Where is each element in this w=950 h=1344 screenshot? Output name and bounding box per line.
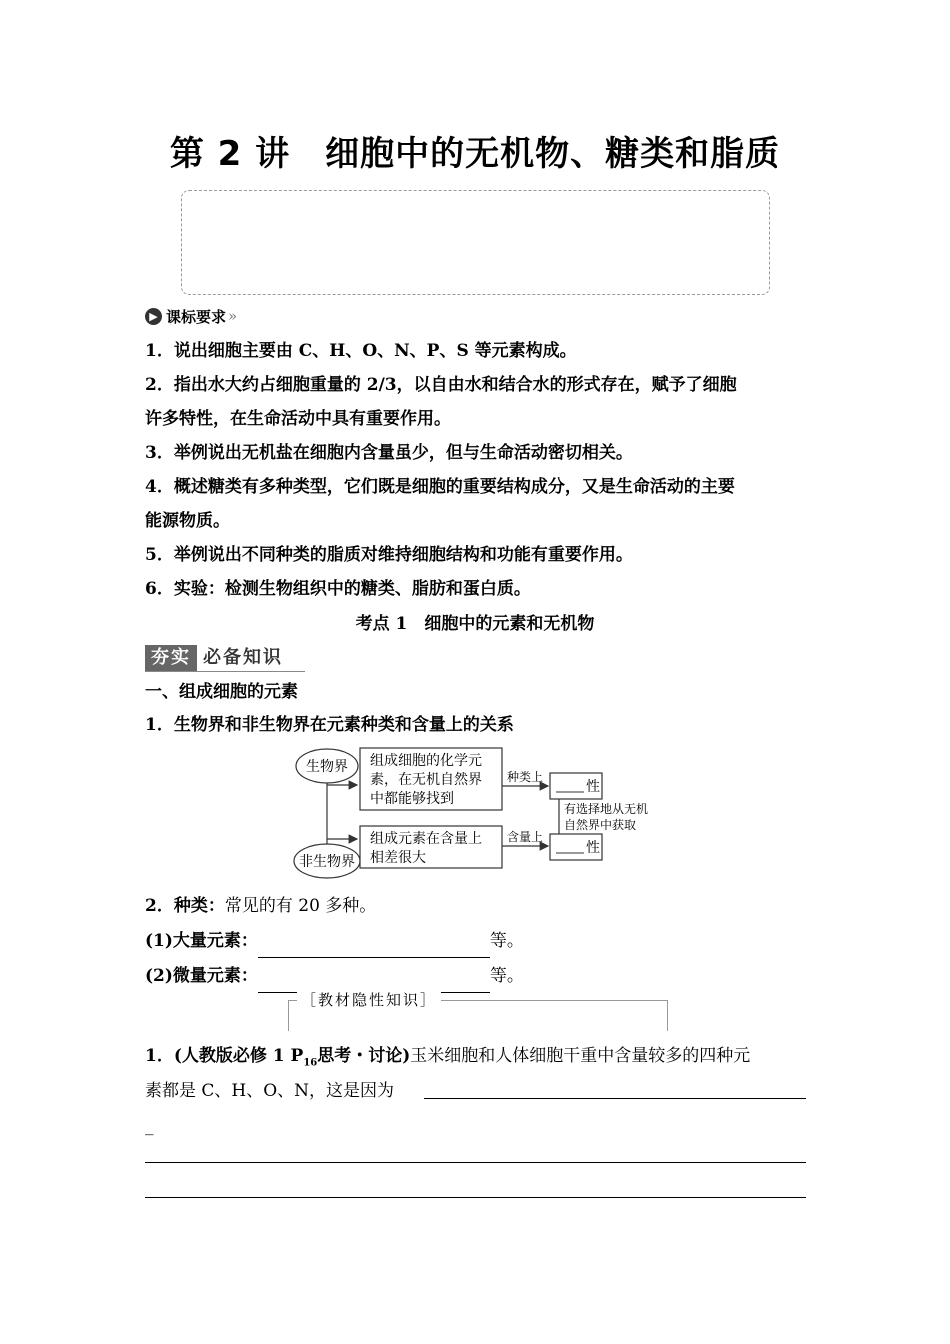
q1-text: 玉米细胞和人体细胞干重中含量较多的四种元 xyxy=(410,1046,751,1066)
requirement-2-cont: 许多特性，在生命活动中具有重要作用。 xyxy=(145,409,451,429)
tag-text: 必备知识 xyxy=(203,647,283,668)
macro-label: (1)大量元素： xyxy=(145,931,258,951)
question-1-line2 xyxy=(145,1075,394,1108)
macro-blank[interactable] xyxy=(258,937,490,958)
heading-elements: 一、组成细胞的元素 xyxy=(145,682,298,702)
types-heading-text: 常见的有 20 多种。 xyxy=(224,896,377,916)
hidden-knowledge-label: ［教材隐性知识］ xyxy=(297,989,441,1010)
types-heading-prefix: 2．种类： xyxy=(145,896,225,916)
blank-notes-box xyxy=(181,190,770,295)
requirements-heading: 课标要求 xyxy=(166,307,227,326)
requirements-badge xyxy=(145,305,234,327)
q1-line2-text: 素都是 C、H、O、N，这是因为 xyxy=(145,1081,395,1101)
box-content-line1: 组成元素在含量上 xyxy=(370,831,482,847)
answer-line-3[interactable] xyxy=(145,1197,806,1198)
requirement-1: 1．说出细胞主要由 C、H、O、N、P、S 等元素构成。 xyxy=(145,341,577,361)
arrow-amount-label: 含量上 xyxy=(507,830,544,844)
micro-label: (2)微量元素： xyxy=(145,966,258,986)
requirement-3: 3．举例说出无机盐在细胞内含量虽少，但与生命活动密切相关。 xyxy=(145,443,633,463)
answer-dash: _ xyxy=(145,1116,154,1136)
requirement-5: 5．举例说出不同种类的脂质对维持细胞结构和功能有重要作用。 xyxy=(145,545,633,565)
page-title: 第 2 讲 细胞中的无机物、糖类和脂质 xyxy=(169,134,781,174)
types-heading xyxy=(145,890,376,923)
chevron-right-icon: ▶ xyxy=(145,308,162,325)
element-relation-diagram xyxy=(285,742,665,882)
requirement-6: 6．实验：检测生物组织中的糖类、脂肪和蛋白质。 xyxy=(145,579,531,599)
requirement-4: 4．概述糖类有多种类型，它们既是细胞的重要结构成分，又是生命活动的主要 xyxy=(145,477,735,497)
result-unity-label: 性 xyxy=(586,779,600,795)
macro-suffix: 等。 xyxy=(489,931,524,951)
q1-source: 1．(人教版必修 1 P xyxy=(145,1046,304,1066)
box-composition-line3: 中都能够找到 xyxy=(370,791,454,807)
requirement-2: 2．指出水大约占细胞重量的 2/3，以自由水和结合水的形式存在，赋予了细胞 xyxy=(145,375,737,395)
double-chevron-icon: » xyxy=(228,307,235,325)
q1-page-sub: 16 xyxy=(303,1057,318,1069)
box-composition-line1: 组成细胞的化学元 xyxy=(370,753,482,769)
knowledge-tag xyxy=(145,645,305,672)
arrow-kind-label: 种类上 xyxy=(507,770,544,784)
question-1-line1 xyxy=(145,1040,750,1079)
answer-blank-1[interactable] xyxy=(424,1098,806,1099)
requirement-4-cont: 能源物质。 xyxy=(145,511,230,531)
oval-biosphere-label: 生物界 xyxy=(306,759,348,775)
box-content-line2: 相差很大 xyxy=(370,850,426,866)
hidden-knowledge-frame xyxy=(288,991,668,1031)
answer-line-2[interactable] xyxy=(145,1162,806,1163)
box-composition-line2: 素，在无机自然界 xyxy=(370,772,482,788)
section-title: 考点 1 细胞中的元素和无机物 xyxy=(355,614,595,634)
oval-abiotic-label: 非生物界 xyxy=(299,854,355,870)
mid-note-line1: 有选择地从无机 xyxy=(564,802,649,816)
mid-note-line2: 自然界中获取 xyxy=(564,818,637,832)
tag-solid: 夯实 xyxy=(145,645,197,671)
heading-relation: 1．生物界和非生物界在元素种类和含量上的关系 xyxy=(145,715,514,735)
micro-suffix: 等。 xyxy=(489,966,524,986)
q1-source-2: 思考・讨论) xyxy=(317,1046,411,1066)
result-difference-label: 性 xyxy=(586,840,600,856)
macro-elements-row xyxy=(145,925,524,958)
